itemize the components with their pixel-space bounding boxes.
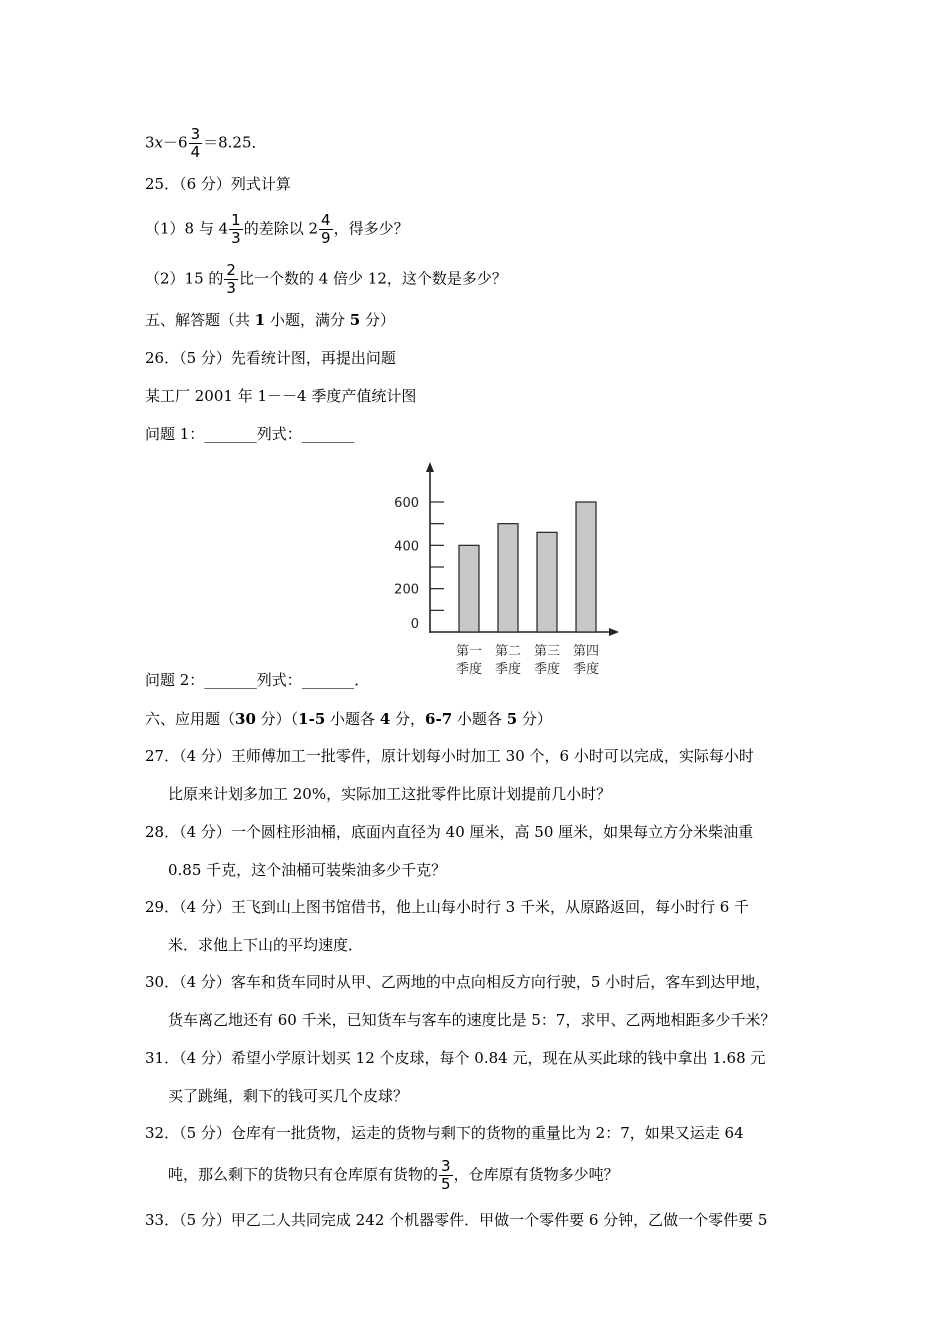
eq-variable: x — [154, 133, 164, 152]
y-tick-label: 400 — [394, 539, 419, 555]
eq-minus-whole: －6 — [163, 133, 188, 152]
bold-number: 1-5 — [298, 710, 326, 728]
bold-number: 30 — [235, 710, 256, 728]
fraction-denominator: 9 — [321, 229, 331, 247]
bar-4 — [576, 502, 596, 632]
x-category-label: 季度 — [494, 662, 522, 677]
question-25-part-1 — [145, 212, 409, 247]
bold-number: 5 — [506, 710, 518, 728]
question-28-line-1: 28．（4 分）一个圆柱形油桶，底面内直径为 40 厘米，高 50 厘米，如果每立方分米柴油重 — [145, 823, 754, 841]
x-category-label: 第四 — [572, 644, 600, 659]
bold-number: 5 — [349, 311, 361, 329]
y-tick-label: 200 — [394, 582, 419, 598]
bold-number: 4 — [379, 710, 391, 728]
eq-result: ＝8.25． — [203, 133, 267, 152]
fraction-numerator: 1 — [231, 211, 241, 229]
bar-1 — [459, 545, 479, 632]
text: 比一个数的 4 倍少 12，这个数是多少？ — [238, 269, 507, 288]
x-category-label: 季度 — [572, 662, 600, 677]
text: 分） — [517, 710, 552, 728]
text: 分， — [390, 710, 426, 728]
section-5-heading — [145, 310, 395, 330]
bar-chart — [385, 458, 625, 684]
x-category-label: 季度 — [455, 662, 483, 677]
fraction-one-third — [229, 212, 243, 247]
text: ，仓库原有货物多少吨？ — [453, 1165, 619, 1184]
equation-24 — [145, 126, 267, 161]
text: 吨，那么剩下的货物只有仓库原有货物的 — [168, 1165, 439, 1184]
x-category-label: 第三 — [533, 644, 561, 659]
x-category-label: 季度 — [533, 662, 561, 677]
fraction-denominator: 3 — [231, 229, 241, 247]
text: 分） — [360, 311, 395, 329]
question-29-line-1: 29．（4 分）王飞到山上图书馆借书，他上山每小时行 3 千米，从原路返回，每小时行 6 千 — [145, 898, 750, 916]
question-30-line-2: 货车离乙地还有 60 千米，已知货车与客车的速度比是 5：7，求甲、乙两地相距多少千米？ — [168, 1011, 776, 1029]
fraction-three-fifths — [439, 1158, 453, 1193]
eq-coefficient: 3 — [145, 133, 155, 152]
question-30-line-1: 30．（4 分）客车和货车同时从甲、乙两地的中点向相反方向行驶，5 小时后，客车到达甲地， — [145, 973, 771, 991]
question-29-line-2: 米．求他上下山的平均速度． — [168, 936, 364, 954]
question-27-line-2: 比原来计划多加工 20%，实际加工这批零件比原计划提前几小时？ — [168, 785, 612, 803]
bold-number: 1 — [254, 311, 266, 329]
text: （2）15 的 — [145, 269, 224, 288]
question-33-line-1: 33．（5 分）甲乙二人共同完成 242 个机器零件．甲做一个零件要 6 分钟，乙做一个零件要 5 — [145, 1211, 768, 1229]
y-tick-label: 600 — [394, 496, 419, 511]
text: 小题，满分 — [265, 311, 350, 329]
y-axis-arrow — [426, 462, 434, 472]
fraction-denominator: 4 — [190, 143, 201, 161]
question-25-part-2 — [145, 262, 507, 297]
text: 六、应用题（ — [145, 710, 236, 728]
question-26-problem-1: 问题 1：_______列式：_______ — [145, 425, 355, 443]
y-tick-label: 0 — [410, 617, 419, 632]
question-32-line-2 — [168, 1158, 619, 1193]
question-31-line-1: 31．（4 分）希望小学原计划买 12 个皮球，每个 0.84 元，现在从买此球的钱中拿出 1.68 元 — [145, 1049, 766, 1067]
question-26-title: 26．（5 分）先看统计图，再提出问题 — [145, 349, 396, 367]
chart-caption: 某工厂 2001 年 1－－4 季度产值统计图 — [145, 387, 417, 405]
text: （1）8 与 4 — [145, 219, 229, 238]
text: 的差除以 2 — [243, 219, 319, 238]
x-axis-arrow — [609, 628, 619, 636]
x-category-label: 第二 — [494, 644, 522, 659]
bold-number: 6-7 — [425, 710, 453, 728]
text: 分）（ — [255, 710, 299, 728]
fraction-numerator: 2 — [226, 261, 236, 279]
question-32-line-1: 32．（5 分）仓库有一批货物，运走的货物与剩下的货物的重量比为 2：7，如果又运走 64 — [145, 1124, 744, 1142]
text: 小题各 — [452, 710, 507, 728]
fraction-denominator: 5 — [441, 1175, 451, 1193]
question-31-line-2: 买了跳绳，剩下的钱可买几个皮球？ — [168, 1087, 409, 1105]
fraction-numerator: 4 — [321, 211, 331, 229]
question-28-line-2: 0.85 千克，这个油桶可装柴油多少千克？ — [168, 861, 447, 879]
x-category-label: 第一 — [455, 644, 483, 659]
fraction-numerator: 3 — [190, 125, 201, 143]
fraction-four-ninths — [319, 212, 333, 247]
text: 小题各 — [325, 710, 380, 728]
fraction-denominator: 3 — [226, 279, 236, 297]
bar-2 — [498, 524, 518, 632]
fraction-two-thirds — [224, 262, 238, 297]
question-26-problem-2: 问题 2：_______列式：_______． — [145, 671, 370, 689]
text: ，得多少？ — [333, 219, 409, 238]
bar-3 — [537, 532, 557, 632]
eq-fraction — [189, 126, 203, 161]
text: 五、解答题（共 — [145, 311, 255, 329]
question-27-line-1: 27．（4 分）王师傅加工一批零件，原计划每小时加工 30 个，6 小时可以完成，实际每小时 — [145, 747, 754, 765]
question-25-title: 25．（6 分）列式计算 — [145, 175, 291, 193]
section-6-heading — [145, 709, 552, 729]
fraction-numerator: 3 — [441, 1157, 451, 1175]
